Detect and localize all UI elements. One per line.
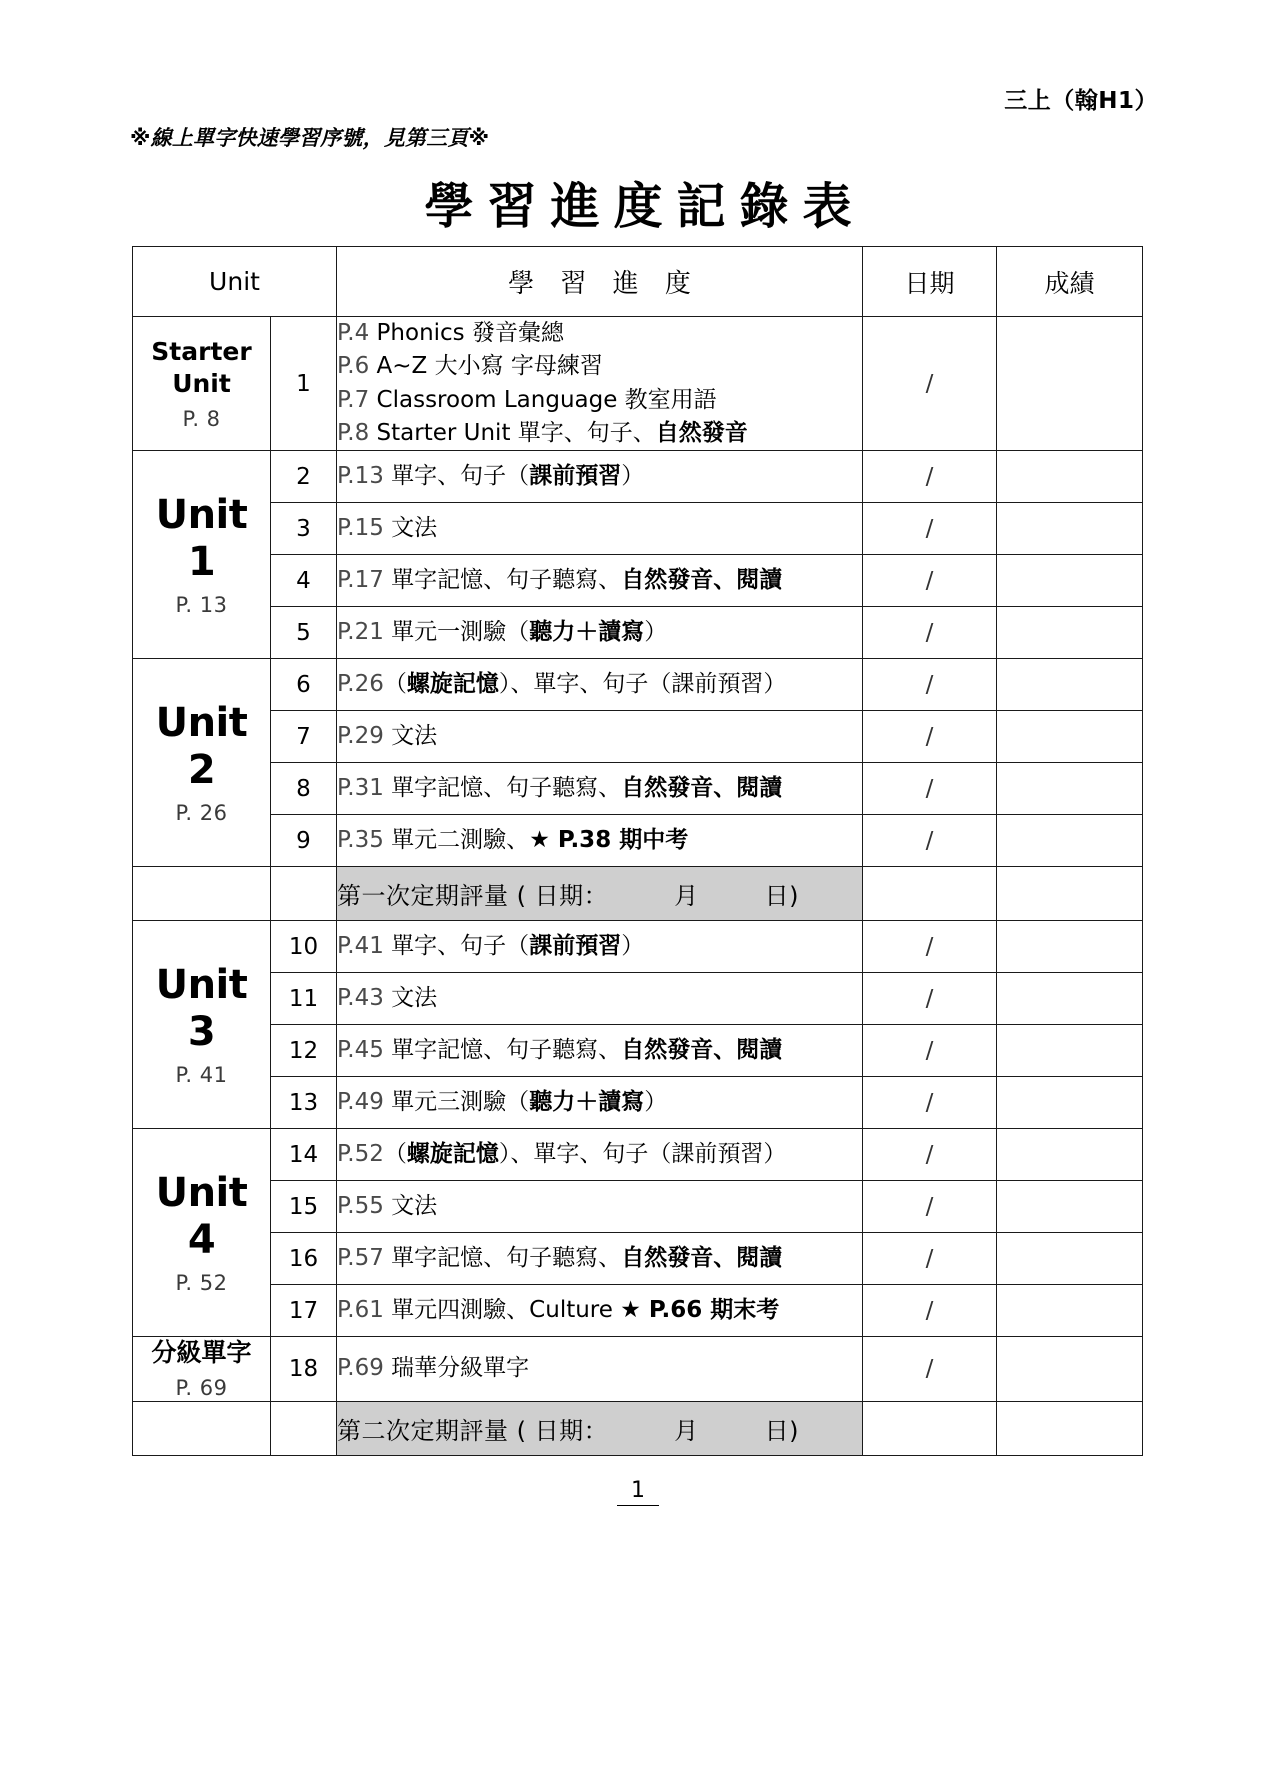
column-header-score: 成績: [997, 247, 1143, 317]
progress-row: [133, 815, 1143, 867]
date-cell[interactable]: [863, 763, 997, 815]
lesson-number: 6: [271, 659, 337, 711]
exam-no-cell: [271, 1401, 337, 1455]
progress-row: [133, 763, 1143, 815]
lesson-number: 13: [271, 1077, 337, 1129]
page-title: 學習進度記錄表: [424, 178, 866, 235]
lesson-number: 1: [271, 317, 337, 451]
score-cell[interactable]: [997, 1233, 1143, 1285]
date-cell[interactable]: [863, 1129, 997, 1181]
progress-text: 單字、句子（: [383, 463, 530, 490]
progress-text: （: [383, 671, 407, 698]
date-cell[interactable]: [863, 1077, 997, 1129]
progress-text-bold: ★ P.66 期末考: [620, 1297, 780, 1324]
lesson-number: 14: [271, 1129, 337, 1181]
progress-line: [337, 930, 862, 963]
progress-text-bold: 自然發音、閱讀: [621, 775, 783, 802]
unit-cell-starter: [133, 317, 271, 451]
date-slash: /: [925, 775, 934, 802]
progress-cell: [337, 659, 863, 711]
date-cell[interactable]: [863, 1233, 997, 1285]
page-number-value: 1: [617, 1478, 659, 1506]
date-slash: /: [925, 1297, 934, 1324]
date-slash: /: [925, 671, 934, 698]
progress-line: [337, 417, 862, 450]
progress-row: [133, 503, 1143, 555]
date-slash: /: [925, 1245, 934, 1272]
progress-text: 單字、句子（: [383, 933, 530, 960]
exam-score-cell[interactable]: [997, 867, 1143, 921]
page-ref: P.69: [337, 1355, 384, 1382]
unit-start-page: P. 26: [175, 800, 228, 825]
lesson-number: 10: [271, 921, 337, 973]
unit-cell-graded-vocab: [133, 1337, 271, 1401]
page-ref: P.31: [337, 775, 384, 802]
progress-row: [133, 555, 1143, 607]
exam-day: 日): [764, 882, 799, 911]
progress-line: [337, 720, 862, 753]
progress-line: [337, 668, 862, 701]
progress-cell: [337, 555, 863, 607]
exam-text: 第一次定期評量 ( 日期：: [337, 882, 609, 911]
lesson-number: 3: [271, 503, 337, 555]
date-slash: /: [925, 1089, 934, 1116]
progress-text-bold: 螺旋記憶: [406, 1141, 499, 1168]
score-cell[interactable]: [997, 1181, 1143, 1233]
unit-label: Unit: [155, 492, 248, 539]
lesson-number: 4: [271, 555, 337, 607]
unit-start-page: P. 69: [175, 1375, 228, 1400]
progress-text-bold: 聽力＋讀寫: [529, 619, 645, 646]
lesson-number: 8: [271, 763, 337, 815]
date-cell[interactable]: [863, 659, 997, 711]
progress-cell: [337, 503, 863, 555]
date-cell[interactable]: [863, 815, 997, 867]
page-ref: P.49: [337, 1089, 384, 1116]
progress-text-end: ）: [644, 1089, 668, 1116]
progress-row: [133, 607, 1143, 659]
unit-label: Unit: [155, 962, 248, 1009]
progress-cell: [337, 1285, 863, 1337]
exam-unit-cell: [133, 867, 271, 921]
date-slash: /: [925, 1037, 934, 1064]
date-slash: /: [925, 1141, 934, 1168]
progress-line: [337, 1352, 862, 1385]
unit-label: 分級單字: [151, 1338, 252, 1368]
date-slash: /: [925, 985, 934, 1012]
progress-line: [337, 1190, 862, 1223]
progress-row: [133, 1025, 1143, 1077]
unit-number: 1: [187, 539, 216, 586]
exam-no-cell: [271, 867, 337, 921]
page-ref: P.29: [337, 723, 384, 750]
periodic-exam-label: [337, 867, 863, 921]
online-vocab-notice: ※線上單字快速學習序號，見第三頁※: [130, 126, 490, 150]
unit-number: 3: [187, 1009, 216, 1056]
score-cell[interactable]: [997, 1129, 1143, 1181]
progress-row: [133, 1337, 1143, 1401]
unit-number: 4: [187, 1217, 216, 1264]
progress-row: [133, 1285, 1143, 1337]
progress-row: [133, 921, 1143, 973]
date-cell[interactable]: [863, 503, 997, 555]
score-cell[interactable]: [997, 1025, 1143, 1077]
score-cell[interactable]: [997, 1337, 1143, 1401]
lesson-number: 5: [271, 607, 337, 659]
learning-progress-table: [132, 246, 1143, 1456]
progress-text: Classroom Language 教室用語: [369, 386, 717, 413]
progress-text: 單元三測驗（: [383, 1089, 530, 1116]
progress-text-bold: ★ P.38 期中考: [529, 827, 689, 854]
progress-cell: [337, 317, 863, 451]
progress-row: [133, 317, 1143, 451]
progress-cell: [337, 1181, 863, 1233]
progress-text: 瑞華分級單字: [383, 1355, 530, 1382]
unit-label-line2: Unit: [172, 369, 231, 399]
unit-label-line1: Starter: [151, 336, 252, 366]
progress-table-wrap: [132, 246, 1142, 1456]
progress-line: [337, 460, 862, 493]
unit-start-page: P. 41: [175, 1062, 228, 1087]
exam-date-cell[interactable]: [863, 1401, 997, 1455]
progress-text-bold: 自然發音: [655, 420, 748, 447]
exam-score-cell[interactable]: [997, 1401, 1143, 1455]
progress-cell: [337, 1129, 863, 1181]
progress-line: [337, 384, 862, 417]
progress-row: [133, 451, 1143, 503]
lesson-number: 11: [271, 973, 337, 1025]
progress-cell: [337, 451, 863, 503]
date-cell[interactable]: [863, 317, 997, 451]
exam-month: 月: [674, 882, 699, 911]
date-cell[interactable]: [863, 921, 997, 973]
progress-row: [133, 711, 1143, 763]
date-slash: /: [925, 567, 934, 594]
score-cell[interactable]: [997, 503, 1143, 555]
date-slash: /: [925, 723, 934, 750]
date-slash: /: [925, 827, 934, 854]
progress-line: [337, 1294, 862, 1327]
page-ref: P.26: [337, 671, 384, 698]
date-cell[interactable]: [863, 555, 997, 607]
unit-start-page: P. 8: [182, 406, 221, 431]
lesson-number: 2: [271, 451, 337, 503]
progress-text-bold: 自然發音、閱讀: [621, 1245, 783, 1272]
progress-text-bold: 螺旋記憶: [406, 671, 499, 698]
date-cell[interactable]: [863, 451, 997, 503]
date-cell[interactable]: [863, 711, 997, 763]
page-ref: P.13: [337, 463, 384, 490]
exam-month: 月: [674, 1416, 699, 1445]
page-ref: P.7: [337, 386, 370, 413]
column-header-unit: Unit: [133, 247, 337, 317]
page-ref: P.61: [337, 1297, 384, 1324]
page-ref: P.52: [337, 1141, 384, 1168]
page-ref: P.17: [337, 567, 384, 594]
progress-text: 單元四測驗、Culture: [383, 1297, 621, 1324]
date-cell[interactable]: [863, 1181, 997, 1233]
unit-start-page: P. 13: [175, 592, 228, 617]
score-cell[interactable]: [997, 1077, 1143, 1129]
date-slash: /: [925, 619, 934, 646]
unit-label: Unit: [155, 700, 248, 747]
score-cell[interactable]: [997, 607, 1143, 659]
progress-row: [133, 659, 1143, 711]
progress-text: 單字記憶、句子聽寫、: [383, 567, 622, 594]
page-ref: P.15: [337, 515, 384, 542]
progress-cell: [337, 1337, 863, 1401]
page-ref: P.55: [337, 1193, 384, 1220]
progress-row: [133, 1181, 1143, 1233]
score-cell[interactable]: [997, 659, 1143, 711]
progress-text: Starter Unit 單字、句子、: [369, 420, 656, 447]
progress-row: [133, 1233, 1143, 1285]
progress-text-bold: 自然發音、閱讀: [621, 567, 783, 594]
progress-line: [337, 1034, 862, 1067]
lesson-number: 15: [271, 1181, 337, 1233]
exam-text: 第二次定期評量 ( 日期：: [337, 1416, 609, 1445]
date-slash: /: [925, 463, 934, 490]
progress-line: [337, 350, 862, 383]
progress-text-bold: 聽力＋讀寫: [529, 1089, 645, 1116]
textbook-code: 三上（翰H1）: [1004, 88, 1158, 114]
page-ref: P.57: [337, 1245, 384, 1272]
date-cell[interactable]: [863, 973, 997, 1025]
progress-cell: [337, 1233, 863, 1285]
unit-cell: [133, 659, 271, 867]
score-cell[interactable]: [997, 317, 1143, 451]
progress-cell: [337, 1077, 863, 1129]
page-ref: P.6: [337, 353, 370, 380]
progress-text: （: [383, 1141, 407, 1168]
progress-text: 單字記憶、句子聽寫、: [383, 775, 622, 802]
progress-row: [133, 1129, 1143, 1181]
score-cell[interactable]: [997, 1285, 1143, 1337]
page-ref: P.4: [337, 320, 370, 346]
unit-start-page: P. 52: [175, 1270, 228, 1295]
progress-text: 文法: [383, 723, 438, 750]
progress-cell: [337, 921, 863, 973]
progress-text-end: ）: [621, 463, 645, 490]
progress-text-end: ）、單字、句子（課前預習）: [498, 1141, 787, 1168]
progress-line: [337, 1242, 862, 1275]
progress-text: 單元一測驗（: [383, 619, 530, 646]
exam-unit-cell: [133, 1401, 271, 1455]
page-ref: P.35: [337, 827, 384, 854]
progress-cell: [337, 607, 863, 659]
score-cell[interactable]: [997, 815, 1143, 867]
progress-text-end: ）: [644, 619, 668, 646]
exam-day: 日): [764, 1416, 799, 1445]
score-cell[interactable]: [997, 555, 1143, 607]
page-ref: P.41: [337, 933, 384, 960]
unit-label: Unit: [155, 1170, 248, 1217]
date-slash: /: [925, 515, 934, 542]
page-ref: P.43: [337, 985, 384, 1012]
score-cell[interactable]: [997, 711, 1143, 763]
date-cell[interactable]: [863, 1025, 997, 1077]
date-slash: /: [925, 1356, 934, 1382]
progress-text: 單元二測驗、: [383, 827, 530, 854]
date-slash: /: [925, 933, 934, 960]
date-slash: /: [925, 1193, 934, 1220]
score-cell[interactable]: [997, 763, 1143, 815]
score-cell[interactable]: [997, 973, 1143, 1025]
progress-line: [337, 1086, 862, 1119]
lesson-number: 18: [271, 1337, 337, 1401]
progress-cell: [337, 763, 863, 815]
unit-number: 2: [187, 747, 216, 794]
unit-cell: [133, 921, 271, 1129]
progress-cell: [337, 815, 863, 867]
date-cell[interactable]: [863, 1285, 997, 1337]
progress-text-bold: 自然發音、閱讀: [621, 1037, 783, 1064]
progress-text: 文法: [383, 985, 438, 1012]
lesson-number: 16: [271, 1233, 337, 1285]
table-header-row: [133, 247, 1143, 317]
lesson-number: 17: [271, 1285, 337, 1337]
lesson-number: 9: [271, 815, 337, 867]
page-ref: P.8: [337, 420, 370, 447]
progress-text: Phonics 發音彙總: [369, 320, 564, 346]
progress-cell: [337, 1025, 863, 1077]
lesson-number: 7: [271, 711, 337, 763]
column-header-date: 日期: [863, 247, 997, 317]
progress-cell: [337, 973, 863, 1025]
progress-line: [337, 982, 862, 1015]
date-cell[interactable]: [863, 1337, 997, 1401]
column-header-progress: 學 習 進 度: [337, 247, 863, 317]
date-cell[interactable]: [863, 607, 997, 659]
date-slash: /: [925, 370, 934, 397]
page-number: [0, 1478, 1276, 1503]
unit-cell: [133, 1129, 271, 1337]
progress-text: 單字記憶、句子聽寫、: [383, 1245, 622, 1272]
progress-line: [337, 616, 862, 649]
progress-line: [337, 772, 862, 805]
progress-line: [337, 317, 862, 350]
exam-date-cell[interactable]: [863, 867, 997, 921]
score-cell[interactable]: [997, 921, 1143, 973]
progress-text-bold: 課前預習: [529, 463, 622, 490]
progress-text: 文法: [383, 515, 438, 542]
progress-line: [337, 512, 862, 545]
progress-cell: [337, 711, 863, 763]
progress-text-end: ）: [621, 933, 645, 960]
progress-text-bold: 課前預習: [529, 933, 622, 960]
progress-text-end: ）、單字、句子（課前預習）: [498, 671, 787, 698]
lesson-number: 12: [271, 1025, 337, 1077]
page-ref: P.45: [337, 1037, 384, 1064]
progress-row: [133, 1077, 1143, 1129]
unit-cell: [133, 451, 271, 659]
progress-text: 單字記憶、句子聽寫、: [383, 1037, 622, 1064]
progress-text: A~Z 大小寫 字母練習: [369, 353, 603, 380]
progress-line: [337, 1138, 862, 1171]
periodic-exam-row: [133, 1401, 1143, 1455]
progress-line: [337, 564, 862, 597]
progress-row: [133, 973, 1143, 1025]
page-ref: P.21: [337, 619, 384, 646]
periodic-exam-label: [337, 1401, 863, 1455]
periodic-exam-row: [133, 867, 1143, 921]
progress-text: 文法: [383, 1193, 438, 1220]
progress-line: [337, 824, 862, 857]
score-cell[interactable]: [997, 451, 1143, 503]
